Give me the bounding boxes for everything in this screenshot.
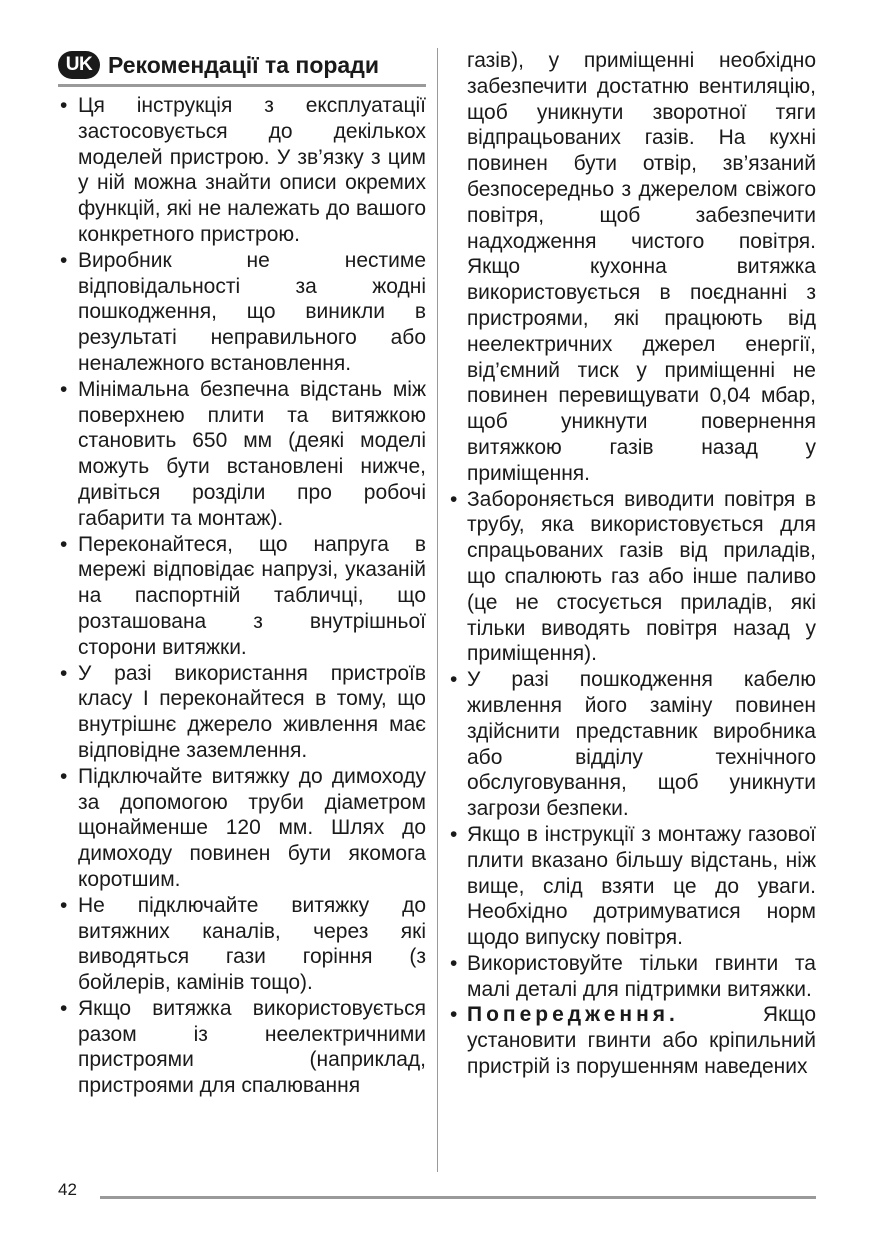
list-item-text: Не підключайте витяжку до витяжних каналів, через які виводяться гази горіння (з бойлерів, камінів тощо). xyxy=(78,893,426,995)
warning-item xyxy=(450,1002,816,1079)
right-column xyxy=(450,48,816,1080)
list-item-text: Переконайтеся, що напруга в мережі відповідає напрузі, указаній на паспортній табличці, що розташована з внутрішньої сторони витяжки. xyxy=(78,532,426,659)
list-item-text: У разі пошкодження кабелю живлення його заміну повинен здійснити представник виробника або відділу технічного обслуговування, щоб уникнути загрози безпеки. xyxy=(467,668,816,821)
list-item xyxy=(58,893,426,996)
list-item xyxy=(58,248,426,377)
warning-label: Попередження. xyxy=(467,1003,763,1027)
column-divider xyxy=(437,48,438,1172)
list-item xyxy=(58,661,426,764)
list-item-text: Якщо установити гвинти або кріпильний пристрій із порушенням наведених xyxy=(467,1003,816,1079)
list-item xyxy=(58,93,426,248)
list-item-text: Використовуйте тільки гвинти та малі деталі для підтримки витяжки. xyxy=(467,951,816,1001)
bullet-icon: • xyxy=(60,996,68,1020)
bullet-icon: • xyxy=(450,1003,458,1027)
list-item-text: Ця інструкція з експлуатації застосовується до декількох моделей пристрою. У зв’язку з цим у ній можна знайти описи окремих функцій, які не належать до вашого конкретного пристрою. xyxy=(78,94,426,246)
list-item-text: У разі використання пристроїв класу I переконайтеся в тому, що внутрішнє джерело живлення має відповідне заземлення. xyxy=(78,661,426,762)
list-item xyxy=(450,822,816,951)
footer-rule xyxy=(100,1196,816,1199)
list-item xyxy=(450,951,816,1003)
section-title: Рекомендації та поради xyxy=(108,51,379,78)
list-item-text: Виробник не нестиме відповідальності за жодні пошкодження, що виникли в результаті неправильного або неналежного встановлення. xyxy=(78,248,426,375)
list-item xyxy=(58,996,426,1099)
left-column xyxy=(58,48,426,1099)
bullet-icon: • xyxy=(450,668,458,692)
list-item xyxy=(450,487,816,668)
bullet-icon: • xyxy=(60,893,68,917)
language-badge: UK xyxy=(58,51,100,79)
list-item xyxy=(58,532,426,661)
bullet-icon: • xyxy=(60,764,68,788)
list-item-text: газів), у приміщенні необхідно забезпечити достатню вентиляцію, щоб уникнути зворотної тяги відпрацьованих газів. На кухні повинен бути отвір, зв’язаний безпосередньо з джерелом свіжого повітря, щоб забезпечити надходження чистого повітря. Якщо кухонна витяжка використовується в поєднанні з пристроями, які працюють від неелектричних джерел енергії, від’ємний тиск у приміщенні не повинен перевищувати 0,04 мбар, щоб уникнути повернення витяжкою газів назад у приміщення. xyxy=(467,49,816,485)
bullet-icon: • xyxy=(60,377,68,401)
page-number: 42 xyxy=(58,1180,77,1199)
bullet-icon: • xyxy=(450,822,458,846)
list-item-text: Мінімальна безпечна відстань між поверхнею плити та витяжкою становить 650 мм (деякі моделі можуть бути встановлені нижче, дивіться розділи про робочі габарити та монтаж). xyxy=(78,377,426,530)
list-item-text: Забороняється виводити повітря в трубу, яка використовується для спрацьованих газів від приладів, що спалюють газ або інше паливо (це не стосується приладів, які тільки виводять повітря назад у приміщення). xyxy=(467,487,816,666)
list-item xyxy=(58,764,426,893)
bullet-icon: • xyxy=(60,532,68,556)
list-item xyxy=(58,377,426,532)
bullet-icon: • xyxy=(450,487,458,511)
bullet-icon: • xyxy=(60,94,68,117)
bullet-icon: • xyxy=(60,661,68,685)
list-item-text: Якщо витяжка використовується разом із неелектричними пристроями (наприклад, пристроями для спалювання xyxy=(78,996,426,1098)
heading-underline xyxy=(58,84,426,87)
list-item xyxy=(450,667,816,822)
section-heading xyxy=(58,48,426,82)
list-item-continued xyxy=(450,48,816,487)
bullet-icon: • xyxy=(60,248,68,272)
list-item-text: Підключайте витяжку до димоходу за допомогою труби діаметром щонайменше 120 мм. Шлях до димоходу повинен бути якомога коротшим. xyxy=(78,764,426,891)
bullet-icon: • xyxy=(450,951,458,975)
list-item-text: Якщо в інструкції з монтажу газової плити вказано більшу відстань, ніж вище, слід взяти це до уваги. Необхідно дотримуватися норм щодо випуску повітря. xyxy=(467,822,816,950)
